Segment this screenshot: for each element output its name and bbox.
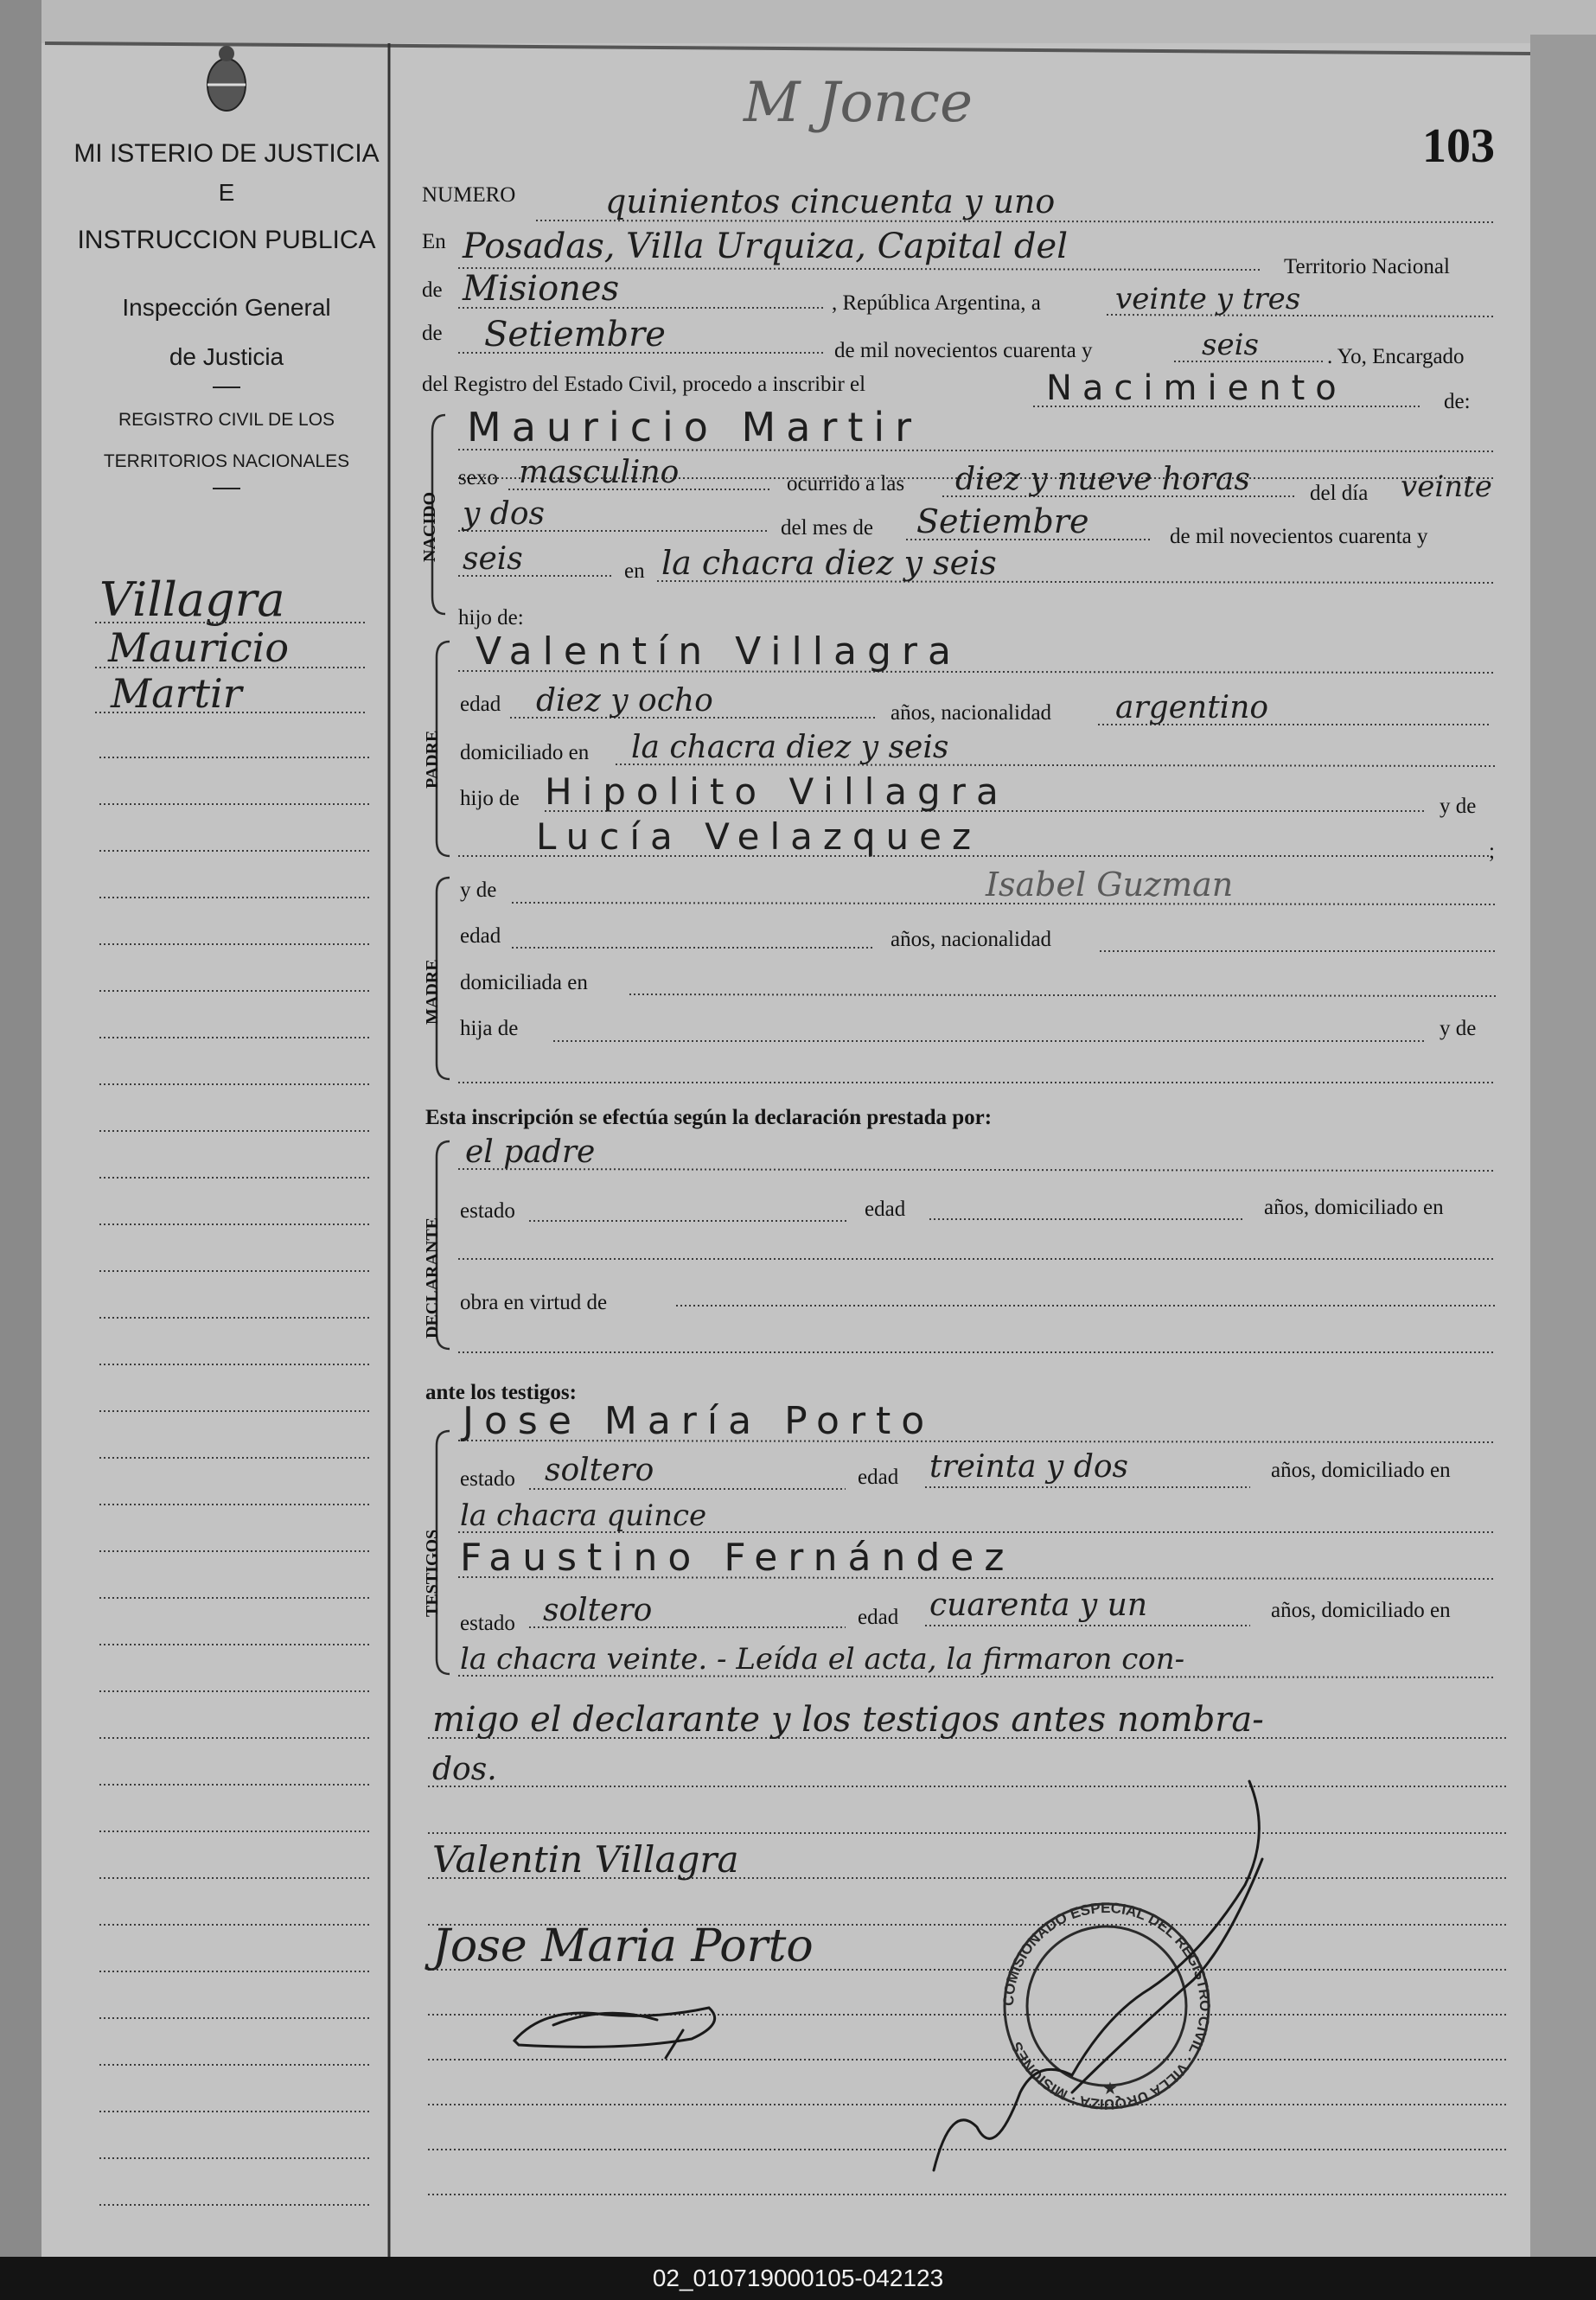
testigo2-edad-label: edad (858, 1606, 899, 1629)
sexo-label: sexo (458, 466, 498, 489)
year-value: seis (1202, 328, 1259, 362)
del-dia-label: del día (1310, 482, 1369, 505)
padre-abuelo: Hipolito Villagra (545, 770, 1009, 813)
inspection-line2: de Justicia (169, 343, 284, 370)
left-binding-edge (0, 0, 41, 2257)
de2-label: de (422, 322, 443, 345)
testigo1-estado-label: estado (460, 1467, 515, 1491)
ministry-line1: MI ISTERIO DE JUSTICIA (73, 139, 380, 168)
nacido-en-label: en (624, 559, 645, 583)
madre-section-label: MADRE (423, 959, 442, 1025)
declarante-obra-label: obra en virtud de (460, 1291, 608, 1314)
padre-domiciliado-label: domiciliado en (460, 741, 590, 764)
yo-label: . Yo, Encargado (1327, 345, 1465, 368)
madre-y-de-label: y de (460, 878, 497, 902)
sexo-value: masculino (519, 455, 680, 490)
del-mes-label: del mes de (781, 516, 873, 540)
signature-2: Jose Maria Porto (432, 1920, 814, 1972)
margin-surname: Villagra (99, 572, 285, 627)
madre-name: Isabel Guzman (986, 866, 1234, 904)
territorio-label: Territorio Nacional (1284, 255, 1450, 278)
padre-domiciliado-value: la chacra diez y seis (631, 730, 949, 765)
testigos-intro: ante los testigos: (425, 1381, 577, 1404)
closing-line1: la chacra veinte. - Leída el acta, la firmaron con- (460, 1642, 1185, 1677)
testigo1-name: Jose María Porto (463, 1399, 935, 1443)
declarante-intro: Esta inscripción se efectúa según la declaración prestada por: (425, 1106, 993, 1129)
padre-abuela: Lucía Velazquez (536, 815, 982, 858)
madre-edad-label: edad (460, 924, 501, 948)
ministry-line2: E (218, 179, 235, 206)
madre-nacionalidad-label: años, nacionalidad (891, 928, 1052, 951)
madre-domiciliada-label: domiciliada en (460, 971, 588, 994)
registry-line1: REGISTRO CIVIL DE LOS (118, 410, 335, 430)
testigo1-edad-label: edad (858, 1466, 899, 1489)
anio-value: seis (463, 541, 523, 577)
svg-text:;: ; (1489, 840, 1495, 863)
closing-line3: dos. (432, 1752, 497, 1787)
image-id-footer: 02_010719000105-042123 (0, 2257, 1596, 2300)
dia-value: veinte (1401, 470, 1492, 504)
testigo1-domicilio-label: años, domiciliado en (1271, 1459, 1451, 1482)
padre-y-de-label: y de (1440, 795, 1477, 818)
stamp-text: COMISIONADO ESPECIAL DEL REGISTRO CIVIL · VILLA URQUIZA · MISIONES (999, 1899, 1214, 2113)
testigo1-estado: soltero (545, 1453, 654, 1488)
nacido-section-label: NACIDO (420, 491, 439, 562)
page-number: 103 (1422, 119, 1495, 173)
en-value: Posadas, Villa Urquiza, Capital del (463, 227, 1068, 266)
mil-label: de mil novecientos cuarenta y (834, 339, 1093, 362)
padre-edad-value: diez y ocho (536, 683, 713, 719)
dia-value2: y dos (463, 496, 545, 532)
testigo2-edad: cuarenta y un (929, 1588, 1148, 1623)
declarante-domiciliado-label: años, domiciliado en (1264, 1196, 1444, 1219)
testigo2-name: Faustino Fernández (460, 1536, 1015, 1580)
testigo2-domicilio-label: años, domiciliado en (1271, 1599, 1451, 1622)
padre-section-label: PADRE (423, 730, 442, 789)
testigo1-edad: treinta y dos (929, 1449, 1129, 1485)
declarante-estado-label: estado (460, 1199, 515, 1223)
testigos-section-label: TESTIGOS (423, 1529, 442, 1617)
registro-label: del Registro del Estado Civil, procedo a inscribir el (422, 373, 866, 396)
padre-hijo-de-label: hijo de (460, 787, 520, 810)
padre-nacionalidad-label: años, nacionalidad (891, 701, 1052, 725)
lugar-value: la chacra diez y seis (661, 544, 997, 582)
republica-label: , República Argentina, a (832, 291, 1041, 315)
inspection-line1: Inspección General (122, 294, 331, 321)
nacido-mil-label: de mil novecientos cuarenta y (1170, 525, 1428, 548)
child-name: Mauricio Martir (467, 404, 922, 450)
padre-name: Valentín Villagra (476, 629, 961, 674)
margin-given1: Mauricio (108, 624, 290, 671)
right-page-edge (1530, 35, 1596, 2257)
act-value: Nacimiento (1046, 368, 1347, 408)
month-value: Setiembre (484, 315, 666, 355)
numero-value: quinientos cincuenta y uno (605, 182, 1056, 220)
padre-edad-label: edad (460, 693, 501, 716)
en-label: En (422, 230, 446, 253)
madre-hija-de-label: hija de (460, 1017, 519, 1040)
ocurrido-label: ocurrido a las (787, 472, 905, 495)
testigo2-estado: soltero (543, 1593, 653, 1628)
testigo1-domicilio: la chacra quince (460, 1498, 707, 1533)
closing-line2: migo el declarante y los testigos antes nombra- (432, 1700, 1264, 1740)
hora-value: diez y nueve horas (955, 462, 1250, 497)
hijo-label: hijo de: (458, 606, 524, 629)
de1-value: Misiones (463, 269, 620, 309)
mes-value: Setiembre (916, 502, 1089, 540)
margin-given2: Martir (111, 670, 242, 717)
de1-label: de (422, 278, 443, 302)
declarante-edad-label: edad (865, 1198, 906, 1221)
declarante-value: el padre (465, 1134, 596, 1170)
madre-y-de2-label: y de (1440, 1017, 1477, 1040)
svg-text:★: ★ (1102, 2080, 1118, 2099)
testigo2-estado-label: estado (460, 1612, 515, 1635)
ministry-line3: INSTRUCCION PUBLICA (77, 226, 376, 254)
padre-nacionalidad-value: argentino (1115, 690, 1269, 725)
numero-label: NUMERO (422, 183, 516, 207)
signature-1: Valentin Villagra (432, 1838, 739, 1881)
top-scrawl: M Jonce (744, 71, 973, 135)
registry-line2: TERRITORIOS NACIONALES (103, 451, 350, 471)
de3-label: de: (1444, 390, 1471, 413)
declarante-section-label: DECLARANTE (423, 1217, 442, 1338)
day-value: veinte y tres (1115, 282, 1301, 316)
